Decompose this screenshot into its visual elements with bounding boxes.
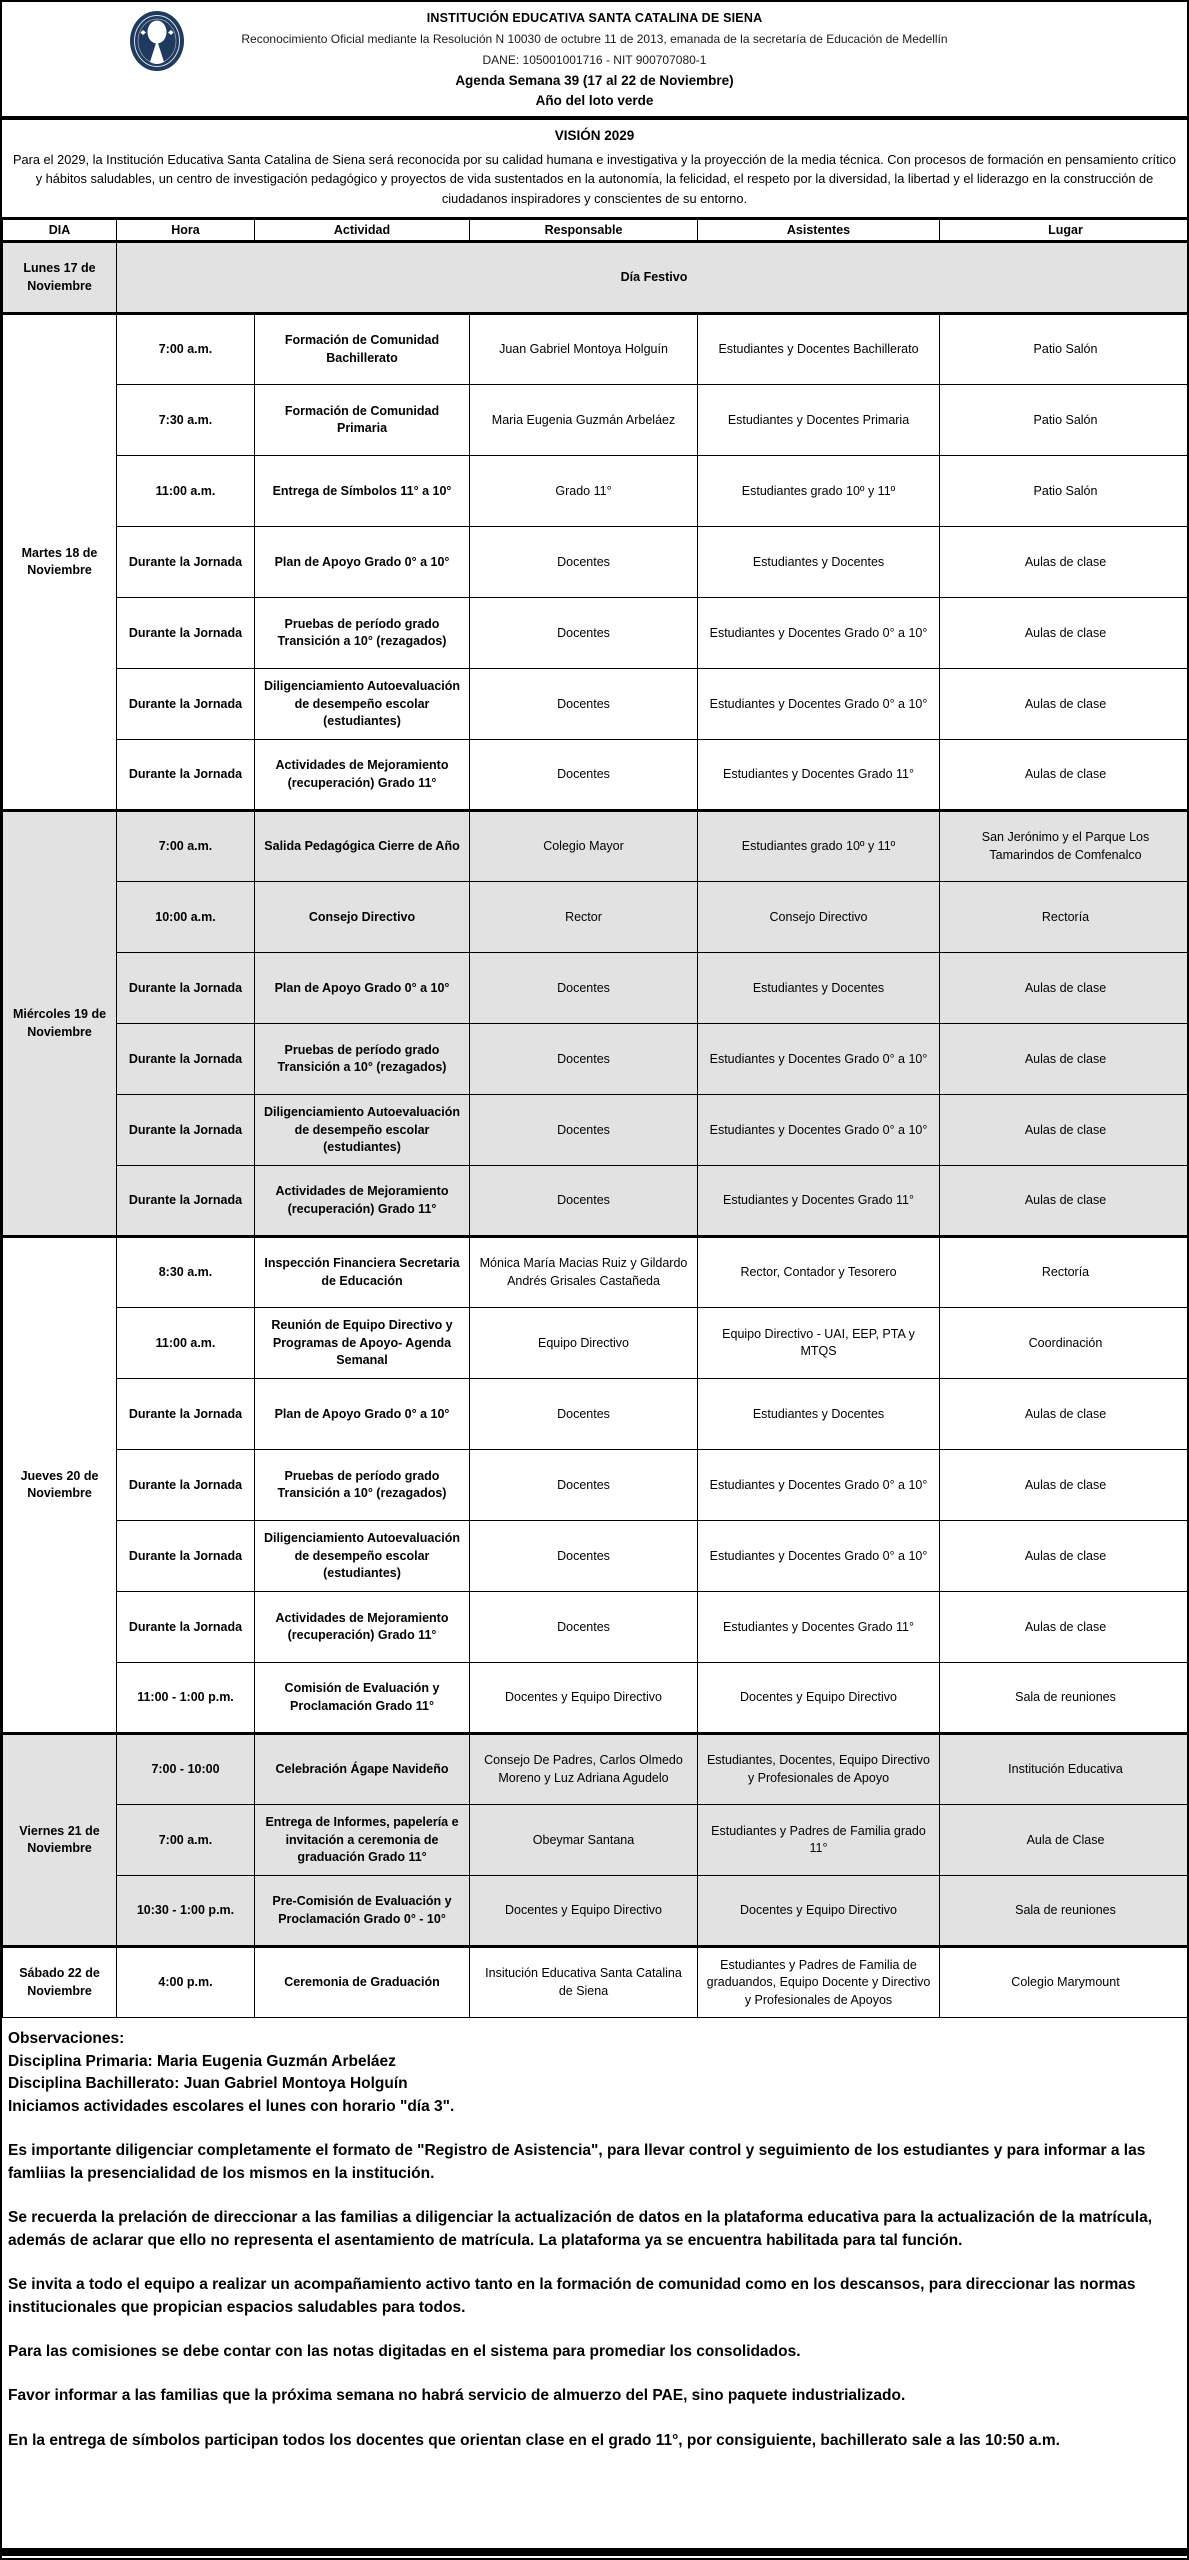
agenda-header-row	[3, 220, 1189, 242]
observation-line: Disciplina Primaria: Maria Eugenia Guzmán Arbeláez	[8, 2052, 396, 2070]
agenda-row	[3, 953, 1189, 1024]
actividad-cell: Formación de Comunidad Bachillerato	[255, 314, 470, 385]
responsable-cell: Equipo Directivo	[470, 1308, 698, 1379]
lugar-cell: Patio Salón	[940, 456, 1189, 527]
actividad-cell: Entrega de Informes, papelería e invitación a ceremonia de graduación Grado 11°	[255, 1805, 470, 1876]
lugar-cell: Patio Salón	[940, 314, 1189, 385]
agenda-row	[3, 1521, 1189, 1592]
asistentes-cell: Estudiantes y Docentes Grado 11°	[698, 1592, 940, 1663]
responsable-cell: Docentes	[470, 527, 698, 598]
lugar-cell: Aulas de clase	[940, 740, 1189, 811]
agenda-row	[3, 1166, 1189, 1237]
responsable-cell: Maria Eugenia Guzmán Arbeláez	[470, 385, 698, 456]
actividad-cell: Comisión de Evaluación y Proclamación Grado 11°	[255, 1663, 470, 1734]
day-label: Martes 18 de Noviembre	[3, 314, 117, 811]
responsable-cell: Rector	[470, 882, 698, 953]
column-header-asistentes: Asistentes	[698, 220, 940, 242]
actividad-cell: Diligenciamiento Autoevaluación de desempeño escolar (estudiantes)	[255, 1095, 470, 1166]
responsable-cell: Docentes	[470, 1379, 698, 1450]
hora-cell: 7:00 - 10:00	[117, 1734, 255, 1805]
asistentes-cell: Estudiantes y Docentes Grado 0° a 10°	[698, 598, 940, 669]
hora-cell: Durante la Jornada	[117, 1521, 255, 1592]
responsable-cell: Docentes	[470, 1024, 698, 1095]
observation-paragraph: Favor informar a las familias que la próxima semana no habrá servicio de almuerzo del PAE, sino paquete industrializado.	[8, 2387, 906, 2405]
hora-cell: 11:00 a.m.	[117, 456, 255, 527]
responsable-cell: Docentes	[470, 1521, 698, 1592]
lugar-cell: Aulas de clase	[940, 1592, 1189, 1663]
responsable-cell: Docentes	[470, 598, 698, 669]
actividad-cell: Inspección Financiera Secretaria de Educación	[255, 1237, 470, 1308]
asistentes-cell: Estudiantes y Docentes Grado 0° a 10°	[698, 669, 940, 740]
asistentes-cell: Estudiantes grado 10º y 11º	[698, 456, 940, 527]
asistentes-cell: Estudiantes y Docentes Primaria	[698, 385, 940, 456]
responsable-cell: Docentes	[470, 1095, 698, 1166]
responsable-cell: Mónica María Macias Ruiz y Gildardo Andrés Grisales Castañeda	[470, 1237, 698, 1308]
agenda-row	[3, 1592, 1189, 1663]
agenda-row	[3, 1947, 1189, 2018]
dane-nit-line: DANE: 105001001716 - NIT 900707080-1	[482, 53, 707, 67]
school-crest-logo	[129, 10, 185, 72]
responsable-cell: Obeymar Santana	[470, 1805, 698, 1876]
asistentes-cell: Estudiantes y Docentes	[698, 1379, 940, 1450]
hora-cell: 10:00 a.m.	[117, 882, 255, 953]
observation-paragraph: Es importante diligenciar completamente el formato de "Registro de Asistencia", para llevar control y seguimiento de los estudiantes y para informar a las famliias la presencialidad de los mismos en la institución.	[8, 2142, 1146, 2182]
agenda-row	[3, 598, 1189, 669]
hora-cell: Durante la Jornada	[117, 1166, 255, 1237]
actividad-cell: Reunión de Equipo Directivo y Programas de Apoyo- Agenda Semanal	[255, 1308, 470, 1379]
responsable-cell: Docentes y Equipo Directivo	[470, 1663, 698, 1734]
actividad-cell: Ceremonia de Graduación	[255, 1947, 470, 2018]
day-label: Lunes 17 de Noviembre	[3, 242, 117, 314]
observation-line: Iniciamos actividades escolares el lunes con horario "día 3".	[8, 2097, 455, 2115]
observations-title: Observaciones:	[8, 2030, 125, 2048]
vision-text: Para el 2029, la Institución Educativa Santa Catalina de Siena será reconocida por su calidad humana e investigativa y la proyección de la media técnica. Con procesos de formación en pensamiento crítico y hábitos saludables, un centro de investigación pedagógico y proyectos de vida sustentados en la autonomía, la felicidad, el respeto por la diversidad, la libertad y el liderazgo en la construcción de ciudadanos inspiradores y conscientes de su entorno.	[12, 152, 1177, 206]
hora-cell: Durante la Jornada	[117, 598, 255, 669]
actividad-cell: Salida Pedagógica Cierre de Año	[255, 811, 470, 882]
hora-cell: Durante la Jornada	[117, 1024, 255, 1095]
asistentes-cell: Docentes y Equipo Directivo	[698, 1663, 940, 1734]
hora-cell: Durante la Jornada	[117, 740, 255, 811]
actividad-cell: Plan de Apoyo Grado 0° a 10°	[255, 953, 470, 1024]
actividad-cell: Pruebas de período grado Transición a 10° (rezagados)	[255, 1450, 470, 1521]
agenda-row	[3, 1805, 1189, 1876]
agenda-row	[3, 456, 1189, 527]
lugar-cell: Aulas de clase	[940, 953, 1189, 1024]
lugar-cell: Aulas de clase	[940, 527, 1189, 598]
weekly-agenda-table	[2, 219, 1189, 2018]
column-header-hora: Hora	[117, 220, 255, 242]
asistentes-cell: Equipo Directivo - UAI, EEP, PTA y MTQS	[698, 1308, 940, 1379]
responsable-cell: Docentes	[470, 1592, 698, 1663]
lugar-cell: Colegio Marymount	[940, 1947, 1189, 2018]
agenda-row	[3, 882, 1189, 953]
actividad-cell: Pruebas de período grado Transición a 10° (rezagados)	[255, 598, 470, 669]
lugar-cell: Rectoría	[940, 882, 1189, 953]
actividad-cell: Formación de Comunidad Primaria	[255, 385, 470, 456]
asistentes-cell: Estudiantes, Docentes, Equipo Directivo y Profesionales de Apoyo	[698, 1734, 940, 1805]
asistentes-cell: Estudiantes y Docentes Grado 0° a 10°	[698, 1095, 940, 1166]
asistentes-cell: Rector, Contador y Tesorero	[698, 1237, 940, 1308]
lugar-cell: Aula de Clase	[940, 1805, 1189, 1876]
asistentes-cell: Estudiantes y Docentes Grado 11°	[698, 740, 940, 811]
column-header-responsable: Responsable	[470, 220, 698, 242]
letterhead	[2, 2, 1187, 120]
lugar-cell: San Jerónimo y el Parque Los Tamarindos de Comfenalco	[940, 811, 1189, 882]
asistentes-cell: Estudiantes y Docentes Grado 0° a 10°	[698, 1521, 940, 1592]
observation-paragraph: Se invita a todo el equipo a realizar un acompañamiento activo tanto en la formación de comunidad como en los descansos, para direccionar las normas institucionales que propician espacios saludables para todos.	[8, 2276, 1136, 2316]
actividad-cell: Consejo Directivo	[255, 882, 470, 953]
lugar-cell: Aulas de clase	[940, 1450, 1189, 1521]
agenda-row	[3, 1308, 1189, 1379]
responsable-cell: Docentes	[470, 740, 698, 811]
lugar-cell: Aulas de clase	[940, 1024, 1189, 1095]
lugar-cell: Sala de reuniones	[940, 1876, 1189, 1947]
asistentes-cell: Estudiantes y Docentes	[698, 953, 940, 1024]
hora-cell: Durante la Jornada	[117, 669, 255, 740]
actividad-cell: Plan de Apoyo Grado 0° a 10°	[255, 1379, 470, 1450]
hora-cell: 7:00 a.m.	[117, 1805, 255, 1876]
hora-cell: 7:00 a.m.	[117, 314, 255, 385]
day-label: Sábado 22 de Noviembre	[3, 1947, 117, 2018]
hora-cell: Durante la Jornada	[117, 1379, 255, 1450]
lugar-cell: Institución Educativa	[940, 1734, 1189, 1805]
actividad-cell: Celebración Ágape Navideño	[255, 1734, 470, 1805]
lugar-cell: Sala de reuniones	[940, 1663, 1189, 1734]
agenda-row	[3, 811, 1189, 882]
responsable-cell: Docentes	[470, 953, 698, 1024]
asistentes-cell: Estudiantes y Docentes Grado 0° a 10°	[698, 1450, 940, 1521]
actividad-cell: Pre-Comisión de Evaluación y Proclamación Grado 0° - 10°	[255, 1876, 470, 1947]
holiday-row	[3, 242, 1189, 314]
agenda-row	[3, 1379, 1189, 1450]
asistentes-cell: Docentes y Equipo Directivo	[698, 1876, 940, 1947]
agenda-row	[3, 740, 1189, 811]
school-crest-icon	[129, 10, 185, 72]
lugar-cell: Aulas de clase	[940, 1379, 1189, 1450]
lugar-cell: Rectoría	[940, 1237, 1189, 1308]
agenda-week-title: Agenda Semana 39 (17 al 22 de Noviembre)	[455, 73, 734, 88]
actividad-cell: Actividades de Mejoramiento (recuperación) Grado 11°	[255, 1166, 470, 1237]
agenda-row	[3, 669, 1189, 740]
year-motto: Año del loto verde	[535, 93, 654, 108]
responsable-cell: Colegio Mayor	[470, 811, 698, 882]
hora-cell: 11:00 a.m.	[117, 1308, 255, 1379]
lugar-cell: Aulas de clase	[940, 1095, 1189, 1166]
responsable-cell: Grado 11°	[470, 456, 698, 527]
footer-rule	[2, 2548, 1187, 2556]
asistentes-cell: Estudiantes y Padres de Familia de graduandos, Equipo Docente y Directivo y Profesionales de Apoyos	[698, 1947, 940, 2018]
lugar-cell: Aulas de clase	[940, 1166, 1189, 1237]
actividad-cell: Diligenciamiento Autoevaluación de desempeño escolar (estudiantes)	[255, 669, 470, 740]
vision-title: VISIÓN 2029	[554, 128, 635, 143]
column-header-dia: DIA	[3, 220, 117, 242]
responsable-cell: Juan Gabriel Montoya Holguín	[470, 314, 698, 385]
holiday-label: Día Festivo	[117, 242, 1189, 314]
asistentes-cell: Estudiantes y Padres de Familia grado 11°	[698, 1805, 940, 1876]
responsable-cell: Docentes y Equipo Directivo	[470, 1876, 698, 1947]
asistentes-cell: Estudiantes y Docentes Bachillerato	[698, 314, 940, 385]
responsable-cell: Insitución Educativa Santa Catalina de Siena	[470, 1947, 698, 2018]
observation-paragraph: Para las comisiones se debe contar con las notas digitadas en el sistema para promediar los consolidados.	[8, 2343, 801, 2360]
observations-section	[2, 2018, 1187, 2452]
responsable-cell: Docentes	[470, 1450, 698, 1521]
observation-paragraph: Se recuerda la prelación de direccionar a las familias a diligenciar la actualización de datos en la plataforma educativa para la actualización de la matrícula, además de aclarar que ello no representa el asentamiento de matrícula. La plataforma ya se encuentra habilitada para tal función.	[8, 2209, 1153, 2249]
asistentes-cell: Estudiantes grado 10º y 11º	[698, 811, 940, 882]
hora-cell: Durante la Jornada	[117, 953, 255, 1024]
hora-cell: 8:30 a.m.	[117, 1237, 255, 1308]
hora-cell: Durante la Jornada	[117, 1592, 255, 1663]
responsable-cell: Docentes	[470, 1166, 698, 1237]
actividad-cell: Plan de Apoyo Grado 0° a 10°	[255, 527, 470, 598]
actividad-cell: Entrega de Símbolos 11° a 10°	[255, 456, 470, 527]
day-label: Miércoles 19 de Noviembre	[3, 811, 117, 1237]
agenda-row	[3, 314, 1189, 385]
lugar-cell: Coordinación	[940, 1308, 1189, 1379]
agenda-row	[3, 1450, 1189, 1521]
actividad-cell: Actividades de Mejoramiento (recuperación) Grado 11°	[255, 740, 470, 811]
hora-cell: Durante la Jornada	[117, 1095, 255, 1166]
agenda-row	[3, 1663, 1189, 1734]
responsable-cell: Consejo De Padres, Carlos Olmedo Moreno y Luz Adriana Agudelo	[470, 1734, 698, 1805]
asistentes-cell: Estudiantes y Docentes	[698, 527, 940, 598]
vision-section	[2, 120, 1187, 219]
agenda-row	[3, 1024, 1189, 1095]
hora-cell: 11:00 - 1:00 p.m.	[117, 1663, 255, 1734]
responsable-cell: Docentes	[470, 669, 698, 740]
asistentes-cell: Consejo Directivo	[698, 882, 940, 953]
hora-cell: 7:00 a.m.	[117, 811, 255, 882]
lugar-cell: Aulas de clase	[940, 598, 1189, 669]
actividad-cell: Actividades de Mejoramiento (recuperación) Grado 11°	[255, 1592, 470, 1663]
lugar-cell: Patio Salón	[940, 385, 1189, 456]
agenda-row	[3, 1237, 1189, 1308]
day-label: Viernes 21 de Noviembre	[3, 1734, 117, 1947]
agenda-row	[3, 1876, 1189, 1947]
agenda-row	[3, 1734, 1189, 1805]
hora-cell: Durante la Jornada	[117, 527, 255, 598]
hora-cell: 7:30 a.m.	[117, 385, 255, 456]
official-recognition-line: Reconocimiento Oficial mediante la Resolución N 10030 de octubre 11 de 2013, emanada de la secretaría de Educación de Medellín	[241, 32, 948, 46]
day-label: Jueves 20 de Noviembre	[3, 1237, 117, 1734]
institution-name: INSTITUCIÓN EDUCATIVA SANTA CATALINA DE SIENA	[426, 11, 763, 25]
observation-paragraph: En la entrega de símbolos participan todos los docentes que orientan clase en el grado 11°, por consiguiente, bachillerato sale a las 10:50 a.m.	[8, 2431, 1060, 2449]
agenda-row	[3, 385, 1189, 456]
agenda-row	[3, 1095, 1189, 1166]
asistentes-cell: Estudiantes y Docentes Grado 11°	[698, 1166, 940, 1237]
hora-cell: Durante la Jornada	[117, 1450, 255, 1521]
agenda-row	[3, 527, 1189, 598]
hora-cell: 4:00 p.m.	[117, 1947, 255, 2018]
actividad-cell: Pruebas de período grado Transición a 10° (rezagados)	[255, 1024, 470, 1095]
observation-line: Disciplina Bachillerato: Juan Gabriel Montoya Holguín	[8, 2075, 408, 2093]
column-header-actividad: Actividad	[255, 220, 470, 242]
hora-cell: 10:30 - 1:00 p.m.	[117, 1876, 255, 1947]
lugar-cell: Aulas de clase	[940, 669, 1189, 740]
actividad-cell: Diligenciamiento Autoevaluación de desempeño escolar (estudiantes)	[255, 1521, 470, 1592]
column-header-lugar: Lugar	[940, 220, 1189, 242]
asistentes-cell: Estudiantes y Docentes Grado 0° a 10°	[698, 1024, 940, 1095]
lugar-cell: Aulas de clase	[940, 1521, 1189, 1592]
